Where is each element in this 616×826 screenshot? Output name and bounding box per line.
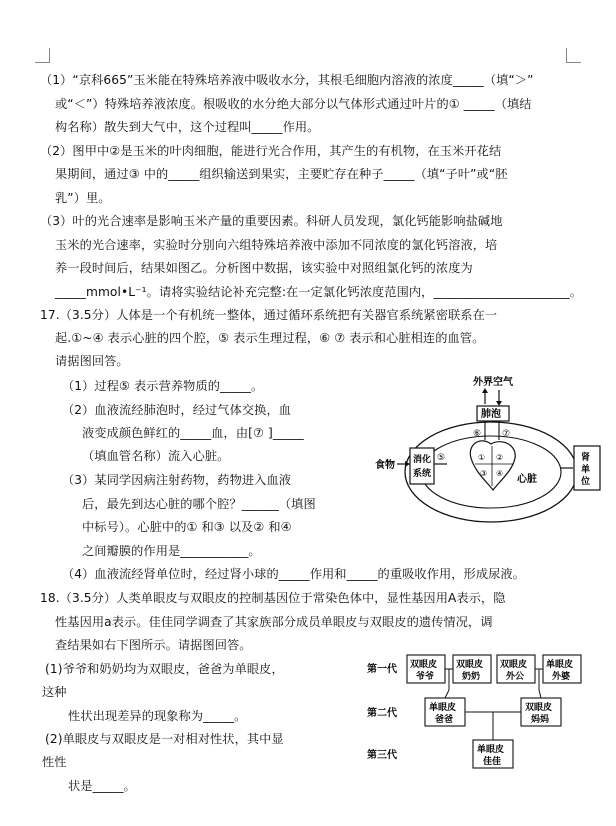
q18-stem-line2: 性基因用a表示。佳佳同学调查了其家族部分成员单眼皮与双眼皮的遗传情况，调 [55, 615, 493, 629]
father-trait: 单眼皮 [429, 703, 457, 713]
grandpa-name: 爷爷 [416, 672, 435, 682]
maternal-grandpa-name: 外公 [506, 672, 525, 682]
q18-2-line2: 性性 [42, 755, 67, 769]
q16-3-line2: 玉米的光合速率，实验时分别向六组特殊培养液中添加不同浓度的氯化钙溶液，培 [55, 238, 498, 252]
maternal-grandpa-trait: 双眼皮 [500, 660, 528, 670]
q18-2-line1: (2)单眼皮与双眼皮是一对相对性状，其中显 [45, 732, 284, 746]
q17-stem-line2: 起.①~④ 表示心脏的四个腔，⑤ 表示生理过程，⑥ ⑦ 表示和心脏相连的血管。 [55, 331, 485, 345]
q18-stem-line3: 查结果如右下图所示。请据图回答。 [55, 638, 252, 652]
maternal-grandma-name: 外婆 [552, 672, 571, 682]
label-1: ① [478, 453, 486, 462]
circulation-diagram [375, 372, 605, 540]
kidney-label-2: 单 [581, 465, 591, 475]
label-4: ④ [496, 469, 504, 478]
label-3: ③ [480, 469, 488, 478]
q18-2-line3: 状是_____。 [68, 779, 136, 793]
q17-2-line1: （2）血液流经肺泡时，经过气体交换，血 [62, 403, 292, 417]
grandma-trait: 双眼皮 [456, 660, 484, 670]
q16-3-line3: 养一段时间后，结果如图乙。分析图中数据，该实验中对照组氯化钙的浓度为 [55, 261, 473, 275]
q16-2-line1: （2）图甲中②是玉米的叶肉细胞，能进行光合作用，其产生的有机物，在玉米开花结 [40, 144, 502, 158]
kidney-label-3: 位 [581, 477, 591, 487]
q17-2-line3: （填血管名称）流入心脏。 [82, 449, 230, 463]
label-6: ⑥ [473, 429, 482, 439]
q17-3-line4: 之间瓣膜的作用是___________。 [82, 544, 261, 558]
q16-3-line1: （3）叶的光合速率是影响玉米产量的重要因素。科研人员发现，氯化钙能影响盐碱地 [40, 214, 503, 228]
gen2-label: 第二代 [367, 708, 397, 719]
gen3-label: 第三代 [367, 750, 397, 761]
digestive-system-label-1: 消化 [413, 455, 432, 465]
grandma-name: 奶奶 [462, 672, 481, 682]
heart-label: 心脏 [517, 474, 537, 485]
mother-name: 妈妈 [531, 715, 550, 725]
gen1-label: 第一代 [367, 664, 397, 675]
corner-mark-left [35, 48, 50, 63]
child-trait: 单眼皮 [477, 745, 505, 755]
maternal-grandma-trait: 单眼皮 [546, 660, 574, 670]
father-name: 爸爸 [435, 715, 454, 725]
q17-stem-line3: 请据图回答。 [55, 354, 129, 368]
q18-1-line1: (1)爷爷和奶奶均为双眼皮，爸爸为单眼皮， [45, 662, 284, 676]
q16-2-line3: 乳”）里。 [55, 191, 111, 205]
q16-1-line1: （1）“京科665”玉米能在特殊培养液中吸收水分，其根毛细胞内溶液的浓度_____（填“＞” [40, 73, 534, 87]
label-7: ⑦ [502, 429, 511, 439]
q16-1-line2: 或“＜”）特殊培养液浓度。根吸收的水分绝大部分以气体形式通过叶片的① _____（填结 [55, 97, 532, 111]
corner-mark-right [566, 48, 581, 63]
q18-1-line2: 这种 [42, 685, 67, 699]
outside-air-label: 外界空气 [473, 377, 513, 388]
pedigree-diagram [365, 650, 605, 775]
q18-stem-line1: 18.（3.5分）人类单眼皮与双眼皮的控制基因位于常染色体中，显性基因用A表示，隐 [40, 591, 506, 605]
q16-2-line2: 果期间，通过③ 中的_____组织输送到果实，主要贮存在种子_____（填“子叶”或“胚 [55, 167, 508, 181]
q16-1-line3: 构名称）散失到大气中，这个过程叫_____作用。 [55, 120, 320, 134]
q17-2-line2: 液变成颜色鲜红的_____血，由[⑦ ]_____ [82, 426, 304, 440]
q18-1-line3: 性状出现差异的现象称为_____。 [68, 709, 247, 723]
child-name: 佳佳 [483, 757, 502, 767]
q17-3-line3: 中标号）。心脏中的① 和③ 以及② 和④ [82, 520, 292, 534]
process-5-label: ⑤ [437, 453, 446, 463]
digestive-system-label-2: 系统 [413, 469, 432, 479]
label-2: ② [496, 453, 504, 462]
kidney-label-1: 肾 [581, 453, 591, 463]
q17-3-line2: 后，最先到达心脏的哪个腔？______（填图 [82, 497, 316, 511]
q17-3-line1: （3）某同学因病注射药物，药物进入血液 [62, 473, 292, 487]
lung-label: 肺泡 [481, 409, 501, 420]
mother-trait: 双眼皮 [525, 703, 553, 713]
food-label: 食物 [375, 460, 395, 471]
q17-1: （1）过程⑤ 表示营养物质的_____。 [62, 379, 264, 393]
heart-shape [470, 441, 515, 490]
grandpa-trait: 双眼皮 [410, 660, 438, 670]
q17-4: （4）血液流经肾单位时，经过肾小球的_____作用和_____的重吸收作用，形成尿液。 [62, 567, 525, 581]
q16-3-line4: _____mmol•L⁻¹。请将实验结论补充完整:在一定氯化钙浓度范围内，______________________。 [55, 285, 583, 299]
q17-stem-line1: 17.（3.5分）人体是一个有机统一整体，通过循环系统把有关器官系统紧密联系在一 [40, 308, 498, 322]
